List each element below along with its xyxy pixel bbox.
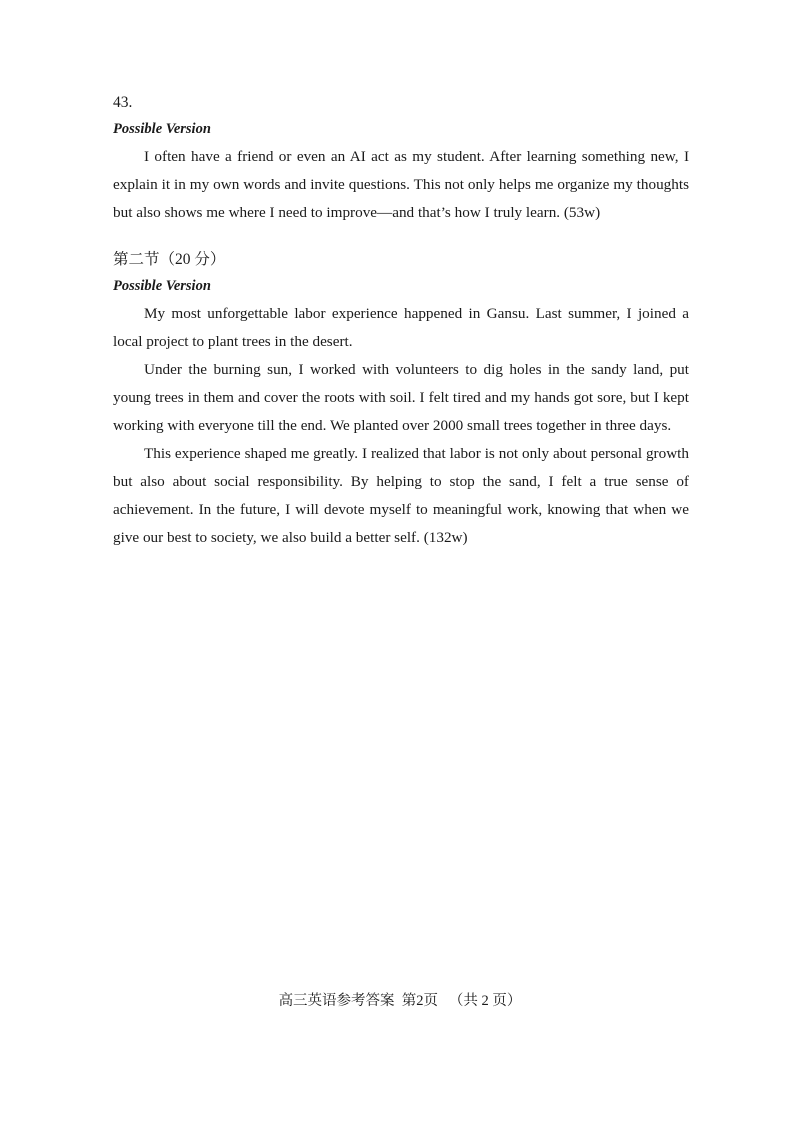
essay-paragraph-2: Under the burning sun, I worked with volunteers to dig holes in the sandy land, put young trees in them and cover the roots with soil. I felt tired and my hands got sore, but I kept working with everyone till the end. We planted over 2000 small trees together in three days. [113, 361, 689, 434]
essay-paragraph-1: My most unforgettable labor experience happened in Gansu. Last summer, I joined a local project to plant trees in the desert. [113, 305, 689, 350]
question-43-section [113, 92, 689, 227]
answer-paragraph: I often have a friend or even an AI act as my student. After learning something new, I explain it in my own words and invite questions. This not only helps me organize my thoughts but also shows me where I need to improve—and that’s how I truly learn. (53w) [113, 148, 689, 221]
page-footer: 高三英语参考答案 第2页 （共 2 页） [278, 993, 522, 1009]
essay-paragraph-3: This experience shaped me greatly. I realized that labor is not only about personal growth but also about social responsibility. By helping to stop the sand, I felt a true sense of achievement. In the future, I will devote myself to meaningful work, knowing that when we give our best to society, we also build a better self. (132w) [113, 445, 689, 546]
section-two [113, 249, 689, 552]
section-title: 第二节（20 分） [113, 251, 226, 268]
question-number: 43. [113, 94, 133, 111]
page-content [113, 92, 689, 552]
possible-version-label: Possible Version [113, 278, 211, 294]
possible-version-label: Possible Version [113, 121, 211, 137]
